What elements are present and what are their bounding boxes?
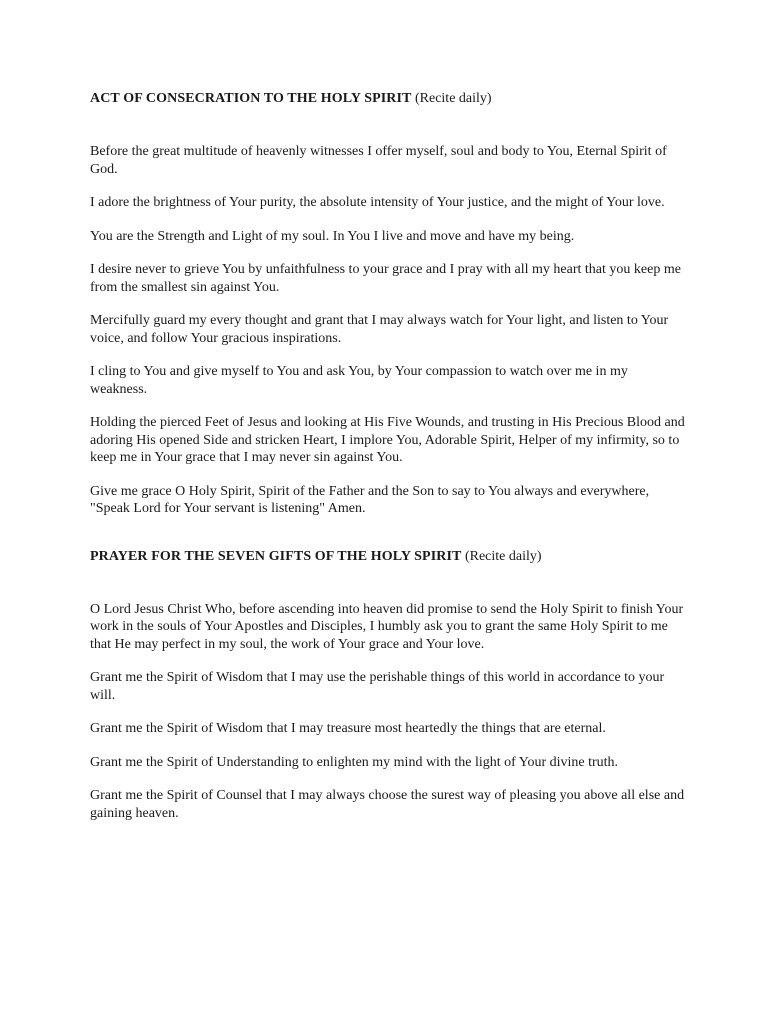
section-note: (Recite daily) — [464, 548, 542, 564]
paragraph: I desire never to grieve You by unfaithfulness to your grace and I pray with all my heart that you keep me from the smallest sin against You. — [90, 262, 681, 295]
paragraph: Grant me the Spirit of Counsel that I may always choose the surest way of pleasing you above all else and gaining heaven. — [90, 788, 685, 821]
paragraph: Mercifully guard my every thought and grant that I may always watch for Your light, and listen to Your voice, and follow Your gracious inspirations. — [90, 313, 669, 346]
paragraph: I cling to You and give myself to You and ask You, by Your compassion to watch over me in my weakness. — [90, 364, 628, 397]
paragraph: I adore the brightness of Your purity, the absolute intensity of Your justice, and the might of Your love. — [90, 195, 665, 210]
paragraph: Grant me the Spirit of Wisdom that I may treasure most heartedly the things that are eternal. — [90, 721, 606, 736]
paragraph: Grant me the Spirit of Understanding to enlighten my mind with the light of Your divine truth. — [90, 754, 619, 770]
document-page — [90, 90, 685, 838]
paragraph: O Lord Jesus Christ Who, before ascending into heaven did promise to send the Holy Spirit to finish Your work in the souls of Your Apostles and Disciples, I humbly ask you to grant the same Holy Spirit to me that He may perfect in my soul, the work of Your grace and Your love. — [90, 601, 684, 652]
paragraph: You are the Strength and Light of my soul. In You I live and move and have my being. — [90, 228, 575, 244]
paragraph: Grant me the Spirit of Wisdom that I may use the perishable things of this world in accordance to your will. — [90, 670, 665, 703]
seven-gifts-section — [90, 548, 685, 823]
seven-gifts-heading — [90, 548, 685, 566]
section-note: (Recite daily) — [414, 91, 492, 106]
section-title: ACT OF CONSECRATION TO THE HOLY SPIRIT — [90, 91, 412, 106]
section-title: PRAYER FOR THE SEVEN GIFTS OF THE HOLY SPIRIT — [90, 548, 462, 564]
paragraph: Give me grace O Holy Spirit, Spirit of the Father and the Son to say to You always and everywhere, "Speak Lord for Your servant is listening" Amen. — [90, 483, 650, 516]
paragraph: Holding the pierced Feet of Jesus and looking at His Five Wounds, and trusting in His Precious Blood and adoring His opened Side and stricken Heart, I implore You, Adorable Spirit, Helper of my infirmity, so to keep me in Your grace that I may never sin against You. — [90, 415, 685, 465]
paragraph: Before the great multitude of heavenly witnesses I offer myself, soul and body to You, Eternal Spirit of God. — [90, 144, 667, 177]
consecration-heading — [90, 90, 685, 108]
consecration-section — [90, 90, 685, 518]
